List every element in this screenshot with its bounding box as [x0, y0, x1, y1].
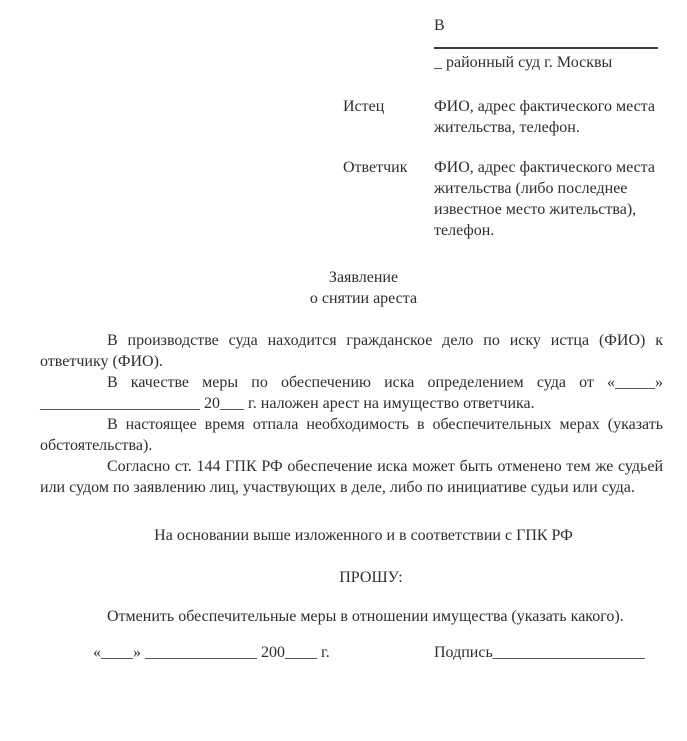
court-name: _ районный суд г. Москвы [434, 54, 613, 71]
signature-blank-line: Подпись___________________ [434, 644, 645, 661]
document-body [40, 330, 663, 498]
document-title: Заявление [328, 269, 399, 286]
defendant-label: Ответчик [343, 159, 408, 176]
document-title-block [0, 267, 687, 309]
plaintiff-row [343, 96, 687, 138]
demand-paragraph: Отменить обеспечительные меры в отношении имущества (указать какого). [107, 608, 624, 625]
date-blank-line: «____» ______________ 200____ г. [93, 644, 330, 661]
parties-block [343, 96, 687, 241]
request-heading: ПРОШУ: [339, 569, 403, 586]
court-header [434, 15, 687, 73]
paragraph-case-pending: В производстве суда находится гражданское дело по иску истца (ФИО) к ответчику (ФИО). [40, 332, 663, 370]
paragraph-no-longer-needed: В настоящее время отпала необходимость в обеспечительных мерах (указать обстоятельства). [40, 416, 663, 454]
court-name-blank-line [434, 47, 658, 49]
paragraph-arrest-imposed: В качестве меры по обеспечению иска определением суда от «_____» ____________________ 20___ г. наложен арест на имущество ответчика. [40, 374, 663, 412]
addressee-prefix: В [434, 17, 445, 34]
footer-line [0, 642, 687, 663]
paragraph-gpk-144: Согласно ст. 144 ГПК РФ обеспечение иска может быть отменено тем же судьей или судом по заявлению лиц, участвующих в деле, либо по инициативе судьи или суда. [40, 458, 663, 496]
defendant-details: ФИО, адрес фактического места жительства (либо последнее известное место жительства), телефон. [434, 159, 655, 239]
legal-basis-line: На основании выше изложенного и в соответствии с ГПК РФ [154, 527, 573, 544]
plaintiff-details: ФИО, адрес фактического места жительства, телефон. [434, 98, 655, 136]
plaintiff-label: Истец [343, 98, 385, 115]
defendant-row [343, 157, 687, 241]
document-subtitle: о снятии ареста [309, 290, 418, 307]
